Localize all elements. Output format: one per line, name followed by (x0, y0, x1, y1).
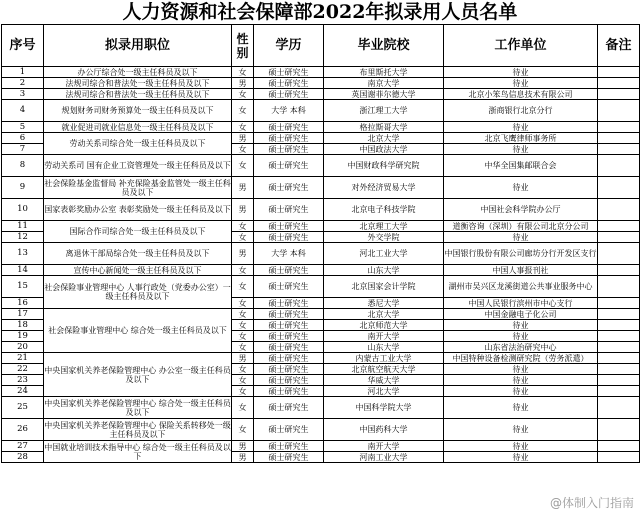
work-cell: 待业 (444, 419, 598, 441)
edu-cell: 大学 本科 (254, 243, 324, 265)
gender-cell: 女 (232, 342, 254, 353)
row-no: 24 (2, 386, 44, 397)
row-no: 25 (2, 397, 44, 419)
school-cell: 中国科学院大学 (324, 397, 444, 419)
note-cell (598, 386, 640, 397)
school-cell: 中国政法大学 (324, 144, 444, 155)
note-cell (598, 320, 640, 331)
header-edu: 学历 (254, 25, 324, 67)
note-cell (598, 452, 640, 463)
table-row (2, 309, 640, 320)
note-cell (598, 100, 640, 122)
gender-cell: 女 (232, 364, 254, 375)
edu-cell: 硕士研究生 (254, 331, 324, 342)
table-row (2, 265, 640, 276)
position-cell: 劳动关系司 国有企业工资管理处一级主任科员及以下 (44, 155, 232, 177)
work-cell: 待业 (444, 452, 598, 463)
position-cell: 规划财务司财务预算处一级主任科员及以下 (44, 100, 232, 122)
table-row (2, 419, 640, 441)
school-cell: 外交学院 (324, 232, 444, 243)
work-cell: 山东省法治研究中心 (444, 342, 598, 353)
school-cell: 中国财政科学研究院 (324, 155, 444, 177)
table-row (2, 133, 640, 144)
gender-cell: 男 (232, 133, 254, 144)
note-cell (598, 309, 640, 320)
edu-cell: 硕士研究生 (254, 144, 324, 155)
gender-cell: 女 (232, 386, 254, 397)
work-cell: 待业 (444, 441, 598, 452)
note-cell (598, 133, 640, 144)
gender-cell: 男 (232, 177, 254, 199)
row-no: 3 (2, 89, 44, 100)
school-cell: 浙江理工大学 (324, 100, 444, 122)
school-cell: 英国谢菲尔德大学 (324, 89, 444, 100)
row-no: 16 (2, 298, 44, 309)
gender-cell: 女 (232, 309, 254, 320)
work-cell: 待业 (444, 375, 598, 386)
position-cell: 社会保险基金监督局 补充保险基金监管处一级主任科员及以下 (44, 178, 231, 197)
table-row (2, 78, 640, 89)
school-cell: 悉尼大学 (324, 298, 444, 309)
table-row (2, 177, 640, 199)
school-cell: 中国药科大学 (324, 419, 444, 441)
work-cell: 待业 (444, 232, 598, 243)
row-no: 6 (2, 133, 44, 144)
gender-cell: 女 (232, 89, 254, 100)
note-cell (598, 353, 640, 364)
note-cell (598, 144, 640, 155)
gender-cell: 女 (232, 298, 254, 309)
position-cell: 中央国家机关养老保险管理中心 办公室一级主任科员及以下 (44, 353, 232, 397)
work-cell: 北京小笨鸟信息技术有限公司 (444, 89, 598, 100)
gender-cell: 女 (232, 100, 254, 122)
note-cell (598, 89, 640, 100)
document-title: 人力资源和社会保障部2022年拟录用人员名单 (122, 1, 518, 23)
work-cell: 中国社会科学院办公厅 (444, 199, 598, 221)
edu-cell: 硕士研究生 (254, 155, 324, 177)
school-cell: 北京大学 (324, 309, 444, 320)
work-cell: 湖州市吴兴区龙溪街道公共事业服务中心 (444, 276, 598, 298)
row-no: 11 (2, 221, 44, 232)
note-cell (598, 342, 640, 353)
position-cell: 法规司综合和普法处一级主任科员及以下 (44, 89, 232, 100)
work-cell: 中国银行股份有限公司廊坊分行开发区支行 (444, 243, 598, 265)
school-cell: 布里斯托大学 (324, 67, 444, 78)
work-cell: 北京飞鹰律师事务所 (444, 133, 598, 144)
gender-cell: 男 (232, 199, 254, 221)
gender-cell: 女 (232, 144, 254, 155)
table-row (2, 243, 640, 265)
gender-cell: 女 (232, 419, 254, 441)
table-row (2, 122, 640, 133)
work-cell: 中国人民银行滨州市中心支行 (444, 298, 598, 309)
school-cell: 北京理工大学 (324, 221, 444, 232)
edu-cell: 硕士研究生 (254, 452, 324, 463)
position-cell: 就业促进司就业信息处一级主任科员及以下 (44, 122, 232, 133)
school-cell: 内蒙古工业大学 (324, 353, 444, 364)
row-no: 23 (2, 375, 44, 386)
edu-cell: 硕士研究生 (254, 353, 324, 364)
table-row (2, 441, 640, 452)
school-cell: 山东大学 (324, 342, 444, 353)
work-cell: 中国金融电子化公司 (444, 309, 598, 320)
watermark-text: @体制入门指南 (549, 496, 634, 510)
edu-cell: 大学 本科 (254, 100, 324, 122)
row-no: 28 (2, 452, 44, 463)
row-no: 13 (2, 243, 44, 265)
edu-cell: 硕士研究生 (254, 386, 324, 397)
edu-cell: 硕士研究生 (254, 441, 324, 452)
row-no: 12 (2, 232, 44, 243)
table-row (2, 100, 640, 122)
note-cell (598, 276, 640, 298)
edu-cell: 硕士研究生 (254, 276, 324, 298)
row-no: 14 (2, 265, 44, 276)
work-cell: 浙商银行北京分行 (444, 100, 598, 122)
gender-cell: 女 (232, 122, 254, 133)
header-row (2, 25, 640, 67)
edu-cell: 硕士研究生 (254, 265, 324, 276)
position-cell: 法规司综合和普法处一级主任科员及以下 (44, 78, 232, 89)
note-cell (598, 232, 640, 243)
note-cell (598, 221, 640, 232)
gender-cell: 女 (232, 67, 254, 78)
gender-cell: 男 (232, 353, 254, 364)
header-work: 工作单位 (444, 25, 598, 67)
school-cell: 南开大学 (324, 331, 444, 342)
gender-cell: 女 (232, 155, 254, 177)
edu-cell: 硕士研究生 (254, 298, 324, 309)
gender-cell: 女 (232, 265, 254, 276)
note-cell (598, 67, 640, 78)
work-cell: 待业 (444, 67, 598, 78)
table-row (2, 221, 640, 232)
position-cell: 中国就业培训技术指导中心 综合处一级主任科员及以下 (44, 442, 231, 461)
edu-cell: 硕士研究生 (254, 375, 324, 386)
note-cell (598, 243, 640, 265)
row-no: 22 (2, 364, 44, 375)
school-cell: 北京电子科技学院 (324, 199, 444, 221)
edu-cell: 硕士研究生 (254, 78, 324, 89)
gender-cell: 男 (232, 78, 254, 89)
row-no: 15 (2, 276, 44, 298)
edu-cell: 硕士研究生 (254, 342, 324, 353)
work-cell: 待业 (444, 320, 598, 331)
note-cell (598, 364, 640, 375)
work-cell: 待业 (444, 386, 598, 397)
work-cell: 待业 (444, 397, 598, 419)
school-cell: 南开大学 (324, 441, 444, 452)
work-cell: 中国特种设备检测研究院（劳务派遣） (444, 353, 598, 364)
edu-cell: 硕士研究生 (254, 89, 324, 100)
edu-cell: 硕士研究生 (254, 397, 324, 419)
edu-cell: 硕士研究生 (254, 419, 324, 441)
school-cell: 河南工业大学 (324, 452, 444, 463)
gender-cell: 女 (232, 232, 254, 243)
edu-cell: 硕士研究生 (254, 364, 324, 375)
table-row (2, 199, 640, 221)
gender-cell: 女 (232, 397, 254, 419)
header-note: 备注 (598, 25, 640, 67)
row-no: 27 (2, 441, 44, 452)
gender-cell: 女 (232, 375, 254, 386)
position-cell: 办公厅综合处一级主任科员及以下 (44, 67, 232, 78)
row-no: 26 (2, 419, 44, 441)
header-gender: 性别 (232, 25, 254, 67)
row-no: 8 (2, 155, 44, 177)
edu-cell: 硕士研究生 (254, 221, 324, 232)
gender-cell: 女 (232, 276, 254, 298)
table-row (2, 276, 640, 298)
note-cell (598, 78, 640, 89)
position-cell: 中央国家机关养老保险管理中心 保险关系转移处一级主任科员及以下 (44, 420, 231, 439)
school-cell: 北京师范大学 (324, 320, 444, 331)
work-cell: 待业 (444, 177, 598, 199)
table-row (2, 67, 640, 78)
gender-cell: 男 (232, 452, 254, 463)
position-cell: 国际合作司综合处一级主任科员及以下 (44, 221, 232, 243)
edu-cell: 硕士研究生 (254, 133, 324, 144)
row-no: 17 (2, 309, 44, 320)
work-cell: 待业 (444, 331, 598, 342)
row-no: 2 (2, 78, 44, 89)
position-cell: 中央国家机关养老保险管理中心 综合处一级主任科员及以下 (44, 398, 231, 417)
row-no: 5 (2, 122, 44, 133)
edu-cell: 硕士研究生 (254, 309, 324, 320)
school-cell: 北京大学 (324, 133, 444, 144)
table-row (2, 155, 640, 177)
work-cell: 中华全国集邮联合会 (444, 155, 598, 177)
position-cell: 国家表彰奖励办公室 表彰奖励处一级主任科员及以下 (44, 199, 232, 221)
row-no: 10 (2, 199, 44, 221)
gender-cell: 女 (232, 331, 254, 342)
note-cell (598, 419, 640, 441)
row-no: 18 (2, 320, 44, 331)
gender-cell: 女 (232, 320, 254, 331)
school-cell: 河北大学 (324, 386, 444, 397)
note-cell (598, 441, 640, 452)
note-cell (598, 331, 640, 342)
edu-cell: 硕士研究生 (254, 122, 324, 133)
gender-cell: 男 (232, 441, 254, 452)
gender-cell: 女 (232, 221, 254, 232)
school-cell: 华威大学 (324, 375, 444, 386)
row-no: 1 (2, 67, 44, 78)
position-cell: 离退休干部局综合处一级主任科员及以下 (44, 243, 232, 265)
table-row (2, 397, 640, 419)
school-cell: 南京大学 (324, 78, 444, 89)
gender-cell: 男 (232, 243, 254, 265)
row-no: 21 (2, 353, 44, 364)
position-cell: 社会保险事业管理中心 综合处一级主任科员及以下 (44, 309, 232, 353)
position-cell: 社会保险事业管理中心 人事行政处（党委办公室）一级主任科员及以下 (44, 276, 232, 309)
school-cell: 对外经济贸易大学 (324, 177, 444, 199)
school-cell: 北京国家会计学院 (324, 276, 444, 298)
edu-cell: 硕士研究生 (254, 320, 324, 331)
school-cell: 山东大学 (324, 265, 444, 276)
edu-cell: 硕士研究生 (254, 67, 324, 78)
school-cell: 格拉斯哥大学 (324, 122, 444, 133)
work-cell: 中国人事报刊社 (444, 265, 598, 276)
edu-cell: 硕士研究生 (254, 232, 324, 243)
table-row (2, 353, 640, 364)
note-cell (598, 177, 640, 199)
work-cell: 待业 (444, 122, 598, 133)
position-cell: 宣传中心新闻处一级主任科员及以下 (44, 265, 232, 276)
work-cell: 待业 (444, 364, 598, 375)
note-cell (598, 397, 640, 419)
work-cell: 待业 (444, 78, 598, 89)
header-no: 序号 (2, 25, 44, 67)
table-row (2, 89, 640, 100)
edu-cell: 硕士研究生 (254, 199, 324, 221)
edu-cell: 硕士研究生 (254, 177, 324, 199)
row-no: 19 (2, 331, 44, 342)
note-cell (598, 298, 640, 309)
school-cell: 北京航空航天大学 (324, 364, 444, 375)
note-cell (598, 199, 640, 221)
note-cell (598, 155, 640, 177)
row-no: 9 (2, 177, 44, 199)
row-no: 20 (2, 342, 44, 353)
recruit-table (1, 24, 640, 463)
row-no: 4 (2, 100, 44, 122)
header-school: 毕业院校 (324, 25, 444, 67)
header-position: 拟录用职位 (44, 25, 232, 67)
school-cell: 河北工业大学 (324, 243, 444, 265)
position-cell: 劳动关系司综合处一级主任科员及以下 (44, 133, 232, 155)
note-cell (598, 265, 640, 276)
note-cell (598, 375, 640, 386)
work-cell: 道衡咨询（深圳）有限公司北京分公司 (444, 221, 598, 232)
work-cell: 待业 (444, 144, 598, 155)
row-no: 7 (2, 144, 44, 155)
note-cell (598, 122, 640, 133)
